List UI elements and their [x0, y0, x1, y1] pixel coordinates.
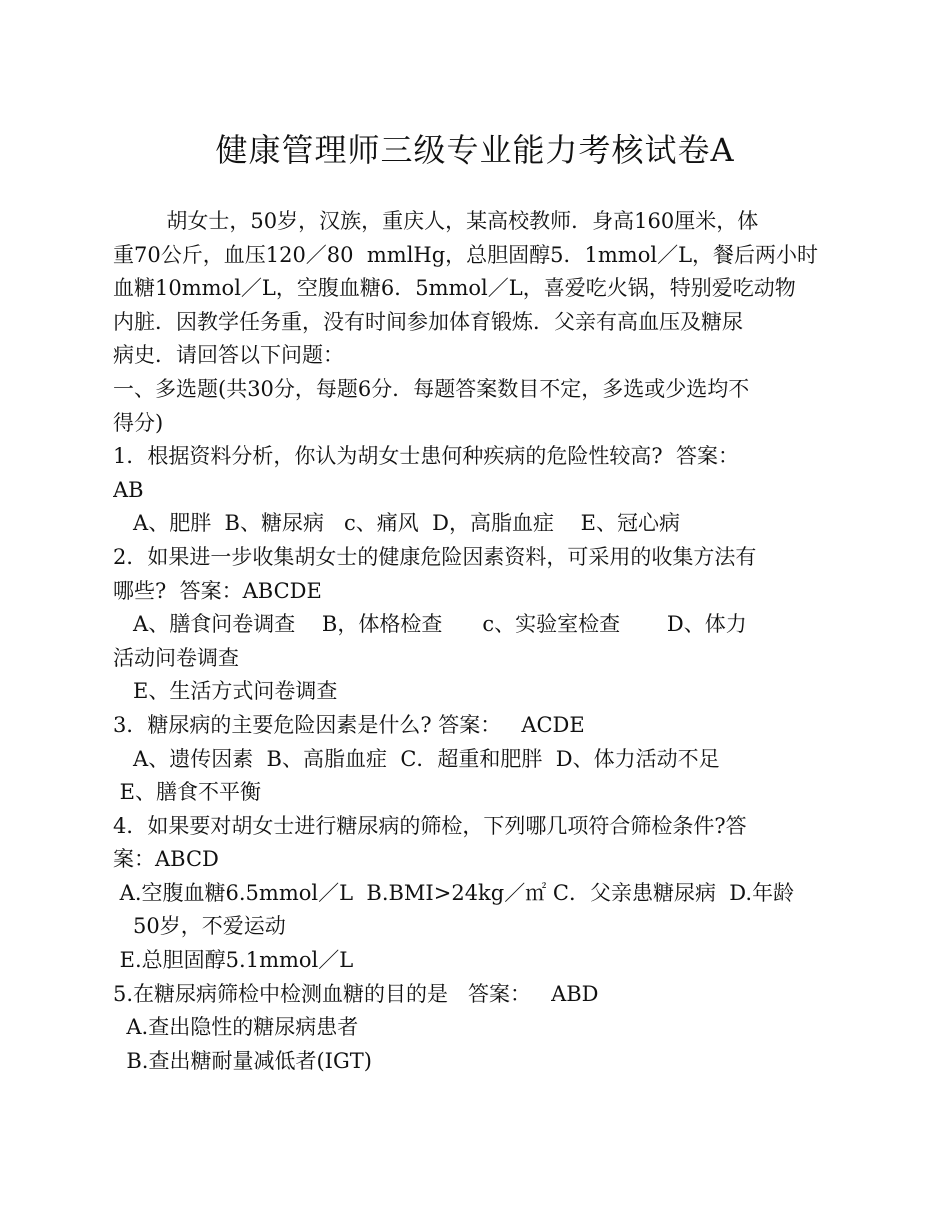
text-line: 病史．请回答以下问题： — [113, 343, 344, 368]
question-1: 1．根据资料分析，你认为胡女士患何种疾病的危险性较高? 答案： — [113, 444, 739, 469]
question-5-options: A.查出隐性的糖尿病患者 — [113, 1015, 359, 1040]
question-2-options: E、生活方式问卷调查 — [113, 679, 338, 704]
document-body — [113, 205, 843, 1078]
question-1-options: A、肥胖 B、糖尿病 c、痛风 D，高脂血症 E、冠心病 — [113, 511, 680, 536]
question-4-options: 50岁，不爱运动 — [113, 914, 286, 939]
question-3: 3．糖尿病的主要危险因素是什么? 答案： ACDE — [113, 712, 585, 737]
section-heading: 得分) — [113, 410, 164, 435]
question-2: 2．如果进一步收集胡女士的健康危险因素资料，可采用的收集方法有 — [113, 544, 757, 569]
question-1-answer: AB — [113, 477, 144, 502]
question-4-answer: 案：ABCD — [113, 847, 219, 872]
question-5: 5.在糖尿病筛检中检测血糖的目的是 答案： ABD — [113, 981, 599, 1006]
question-2-answer: 哪些? 答案：ABCDE — [113, 578, 322, 603]
text-line: 胡女士，50岁，汉族，重庆人，某高校教师．身高160厘米，体 — [113, 209, 759, 233]
question-2-options: A、膳食问卷调查 B，体格检查 c、实验室检查 D、体力 — [113, 612, 747, 637]
question-4-options: E.总胆固醇5.1mmol／L — [113, 948, 354, 973]
question-5-options: B.查出糖耐量减低者(IGT) — [113, 1048, 372, 1073]
question-3-options: E、膳食不平衡 — [113, 780, 262, 805]
text-line: 血糖10mmol／L，空腹血糖6．5mmol／L，喜爱吃火锅，特别爱吃动物 — [113, 276, 796, 301]
question-2-options: 活动问卷调查 — [113, 645, 239, 670]
question-3-options: A、遗传因素 B、高脂血症 C．超重和肥胖 D、体力活动不足 — [113, 746, 720, 771]
text-line: 重70公斤，血压120／80 mmlHg，总胆固醇5．1mmol／L，餐后两小时 — [113, 242, 819, 267]
text-line: 内脏．因教学任务重，没有时间参加体育锻炼．父亲有高血压及糖尿 — [113, 309, 743, 334]
question-4: 4．如果要对胡女士进行糖尿病的筛检，下列哪几项符合筛检条件?答 — [113, 813, 747, 838]
question-4-options: A.空腹血糖6.5mmol／L B.BMI>24kg／㎡ C．父亲患糖尿病 D.年龄 — [113, 880, 795, 905]
section-heading: 一、多选题(共30分，每题6分．每题答案数目不定，多选或少选均不 — [113, 376, 750, 401]
page-title: 健康管理师三级专业能力考核试卷A — [215, 131, 735, 169]
